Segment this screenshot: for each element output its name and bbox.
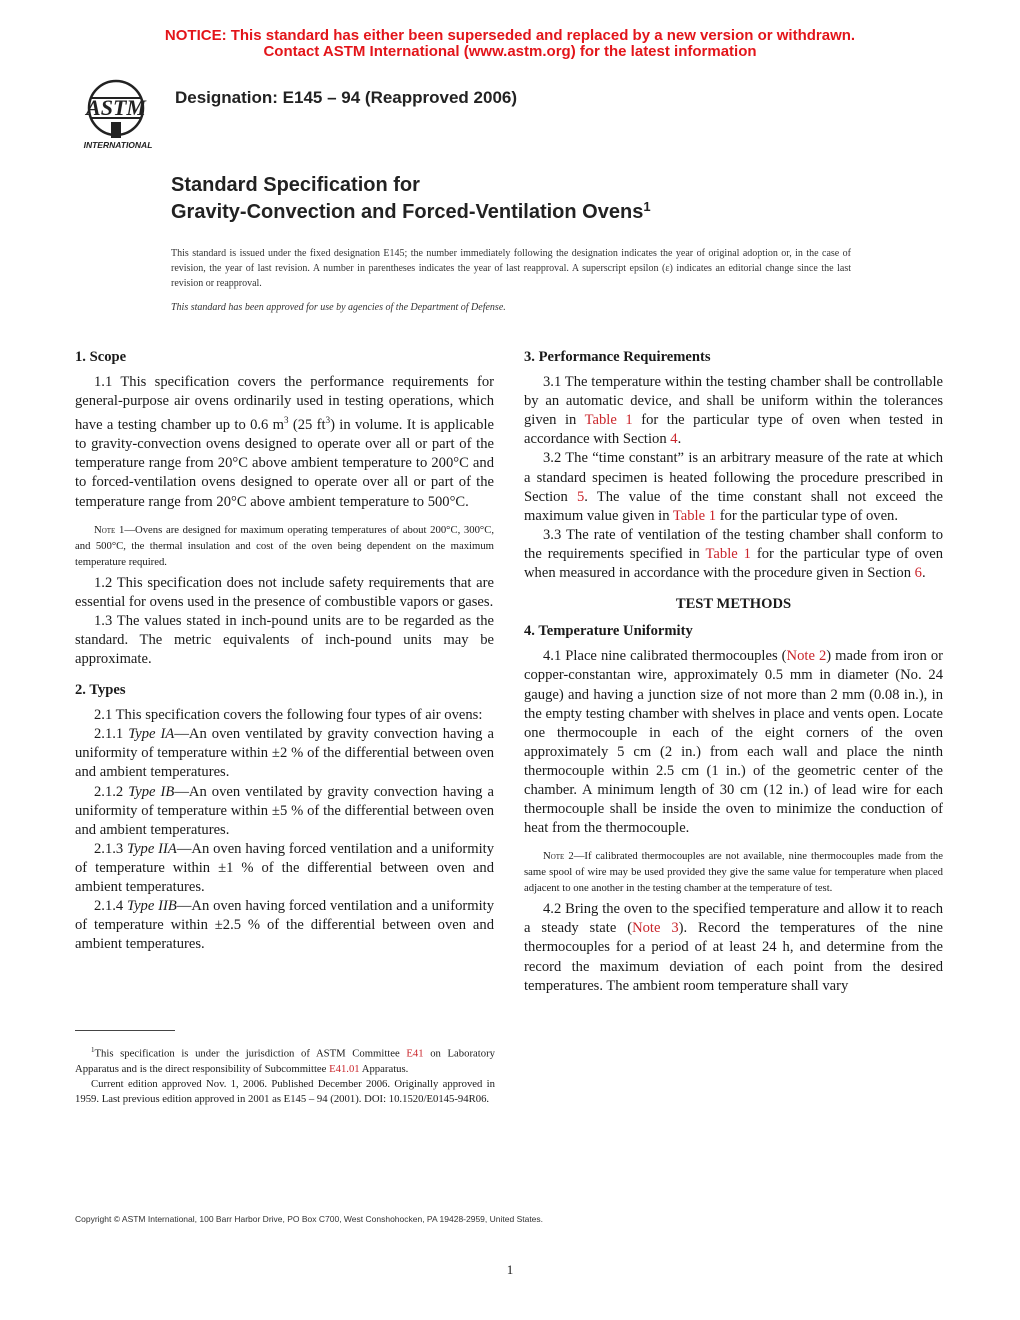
section-4-heading: 4. Temperature Uniformity: [524, 623, 693, 640]
committee-e41-link[interactable]: E41: [406, 1047, 424, 1060]
para-4-2: 4.2 Bring the oven to the specified temperature and allow it to reach a steady state (Note 3). Record the temperatures of the nine thermocouples for a period of at least 24 h, and determine from the record the maximum deviation of each point from the desired temperatures. The ambient room temperature shall vary: [524, 901, 943, 994]
notice-line-1: NOTICE: This standard has either been superseded and replaced by a new version or withdrawn.: [164, 27, 856, 44]
footnote-1: $^1$This specification is under the jurisdiction of ASTM Committee E41 on Laboratory Apparatus and is the direct responsibility of Subcommittee E41.01 Apparatus.: [75, 1046, 495, 1075]
notice-line-2: Contact ASTM International (www.astm.org) for the latest information: [263, 43, 757, 60]
left-column: [75, 348, 494, 954]
para-3-1: 3.1 The temperature within the testing chamber shall be controllable by an automatic device, and shall be uniform within the tolerances given in Table 1 for the particular type of oven when tested in accordance with Section 4.: [524, 374, 943, 448]
page-number: 1: [506, 1262, 514, 1277]
para-1-3: 1.3 The values stated in inch-pound units are to be regarded as the standard. The metric equivalents of inch-pound units may be approximate.: [75, 612, 494, 667]
para-4-1: 4.1 Place nine calibrated thermocouples (Note 2) made from iron or copper-constantan wire, approximately 0.5 mm in diameter (No. 24 gauge) and having a junction size of not more than 2 mm (0.08 in.), in the empty testing chamber with shelves in place and vents open. Locate one thermocouple in each of the eight corners of the oven approximately 5 cm (2 in.) from each wall and place the ninth thermocouple within 2.5 cm (1 in.) of the geometric center of the chamber. A minimum length of 30 cm (12 in.) of lead wire for each thermocouple shall be inside the oven to minimize the conduction of heat from the thermocouple.: [524, 648, 943, 837]
para-2-1-4: 2.1.4 Type IIB—An oven having forced ventilation and a uniformity of temperature within ±2.5 % of the differential between oven and ambient temperatures.: [75, 898, 494, 953]
footnote-rule: [75, 1030, 175, 1031]
para-2-1-1: 2.1.1 Type IA—An oven ventilated by gravity convection having a uniformity of temperature within ±2 % of the differential between oven and ambient temperatures.: [75, 726, 494, 781]
para-1-2: 1.2 This specification does not include safety requirements that are essential for ovens used in the presence of combustible vapors or gases.: [75, 574, 494, 610]
para-2-1-3: 2.1.3 Type IIA—An oven having forced ventilation and a uniformity of temperature within ±1 % of the differential between oven and ambient temperatures.: [75, 840, 494, 896]
note-2: Note 2—If calibrated thermocouples are not available, nine thermocouples made from the same spool of wire may be used provided they give the same value for temperature when placed adjacent to one another in the testing chamber at the temperature of test.: [524, 850, 943, 895]
para-3-3: 3.3 The rate of ventilation of the testing chamber shall conform to the requirements specified in Table 1 for the particular type of oven when measured in accordance with the procedure given in Section 6.: [524, 526, 943, 582]
right-column: [524, 348, 943, 996]
para-3-2: 3.2 The “time constant” is an arbitrary measure of the rate at which a standard specimen is heated following the procedure prescribed in Section 5. The value of the time constant shall not exceed the maximum value given in Table 1 for the particular type of oven.: [524, 450, 943, 524]
section-6-link[interactable]: 6: [914, 565, 922, 582]
section-2-heading: 2. Types: [75, 682, 126, 699]
copyright: Copyright © ASTM International, 100 Barr Harbor Drive, PO Box C700, West Conshohocken, PA 19428-2959, United States.: [75, 1214, 544, 1224]
test-methods-heading: TEST METHODS: [675, 596, 792, 613]
title-line-1: Standard Specification for: [171, 174, 420, 196]
subcommittee-e41-01-link[interactable]: E41.01: [329, 1062, 360, 1075]
section-4-link[interactable]: 4: [670, 431, 678, 448]
note-2-link[interactable]: Note 2: [786, 648, 827, 665]
section-1-heading: 1. Scope: [75, 349, 127, 365]
note-3-link[interactable]: Note 3: [632, 920, 679, 937]
designation: Designation: E145 – 94 (Reapproved 2006): [175, 88, 518, 107]
para-2-1: 2.1 This specification covers the following four types of air ovens:: [94, 707, 483, 724]
footnote-edition: Current edition approved Nov. 1, 2006. Published December 2006. Originally approved in 1959. Last previous edition approved in 2001 as E145 – 94 (2001). DOI: 10.1520/E0145-94R06.: [75, 1077, 495, 1105]
issuance-statement: This standard is issued under the fixed designation E145; the number immediately following the designation indicates the year of original adoption or, in the case of revision, the year of last revision. A number in parentheses indicates the year of last reapproval. A superscript epsilon (ε) indicates an editorial change since the last revision or reapproval.: [171, 248, 851, 289]
astm-logo: [74, 76, 162, 152]
para-2-1-2: 2.1.2 Type IB—An oven ventilated by gravity convection having a uniformity of temperature within ±5 % of the differential between oven and ambient temperatures.: [75, 783, 494, 838]
table-1-link[interactable]: Table 1: [584, 412, 633, 429]
title-footnote-mark: 1: [643, 199, 651, 214]
table-1-link[interactable]: Table 1: [672, 507, 717, 524]
note-1: Note 1—Ovens are designed for maximum operating temperatures of about 200°C, 300°C, and 500°C, the thermal insulation and cost of the oven being dependent on the maximum temperature required.: [75, 523, 494, 568]
footnote: [75, 1043, 495, 1107]
section-5-link[interactable]: 5: [576, 488, 585, 505]
table-1-link[interactable]: Table 1: [705, 545, 751, 562]
title-line-2: Gravity-Convection and Forced-Ventilation Ovens$^1$: [171, 199, 651, 223]
para-1-1: 1.1 This specification covers the performance requirements for general-purpose air ovens ordinarily used in testing operations, which have a testing chamber up to 0.6 $m^3$ (25 $ft^3$) in volume. It is applicable to gravity-convection ovens designed to operate over all or part of the temperature range from 20°C above ambient temperature to 200°C and to forced-ventilation ovens designed to operate over all or part of the temperature range from 20°C above ambient temperature to 500°C.: [75, 374, 494, 510]
svg-text:INTERNATIONAL: INTERNATIONAL: [83, 140, 153, 150]
svg-text:ASTM: ASTM: [86, 95, 146, 120]
dod-statement: This standard has been approved for use by agencies of the Department of Defense.: [171, 302, 506, 313]
section-3-heading: 3. Performance Requirements: [524, 349, 711, 365]
